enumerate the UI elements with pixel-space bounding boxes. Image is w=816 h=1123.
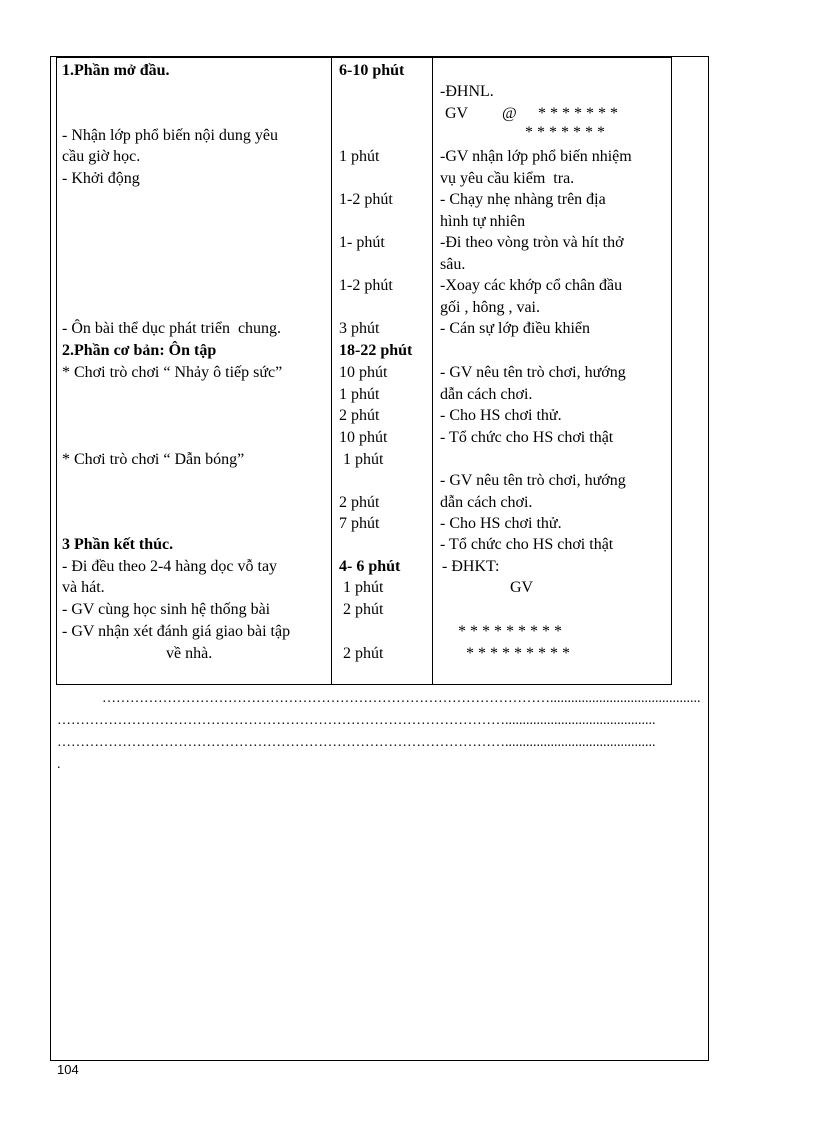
formation-stars: * * * * * * * (538, 105, 618, 122)
section-heading-ending: 3 Phần kết thúc. (62, 536, 174, 553)
time-value: 7 phút (339, 515, 380, 532)
method-line: hình tự nhiên (440, 213, 526, 230)
note-line-end: . (57, 757, 61, 772)
time-value: 4- 6 phút (339, 558, 401, 575)
method-line: -Xoay các khớp cổ chân đầu (440, 277, 623, 294)
time-value: 1-2 phút (339, 191, 393, 208)
method-line: - Tổ chức cho HS chơi thật (440, 536, 614, 553)
method-line: GV (445, 105, 469, 122)
time-value: 1 phút (343, 579, 384, 596)
method-line: - Tổ chức cho HS chơi thật (440, 429, 614, 446)
time-value: 6-10 phút (339, 62, 405, 79)
time-value: 2 phút (339, 494, 380, 511)
content-line: - Nhận lớp phổ biến nội dung yêu (62, 127, 278, 144)
time-value: 1 phút (339, 386, 380, 403)
method-line: - Cho HS chơi thử. (440, 515, 562, 532)
method-line: -ĐHNL. (440, 83, 494, 100)
at-symbol: @ (502, 105, 517, 122)
method-line: - Cho HS chơi thử. (440, 407, 562, 424)
method-line: - Cán sự lớp điều khiển (440, 320, 590, 337)
time-value: 2 phút (343, 601, 384, 618)
method-line: sâu. (440, 256, 466, 273)
method-line: - Chạy nhẹ nhàng trên địa (440, 191, 606, 208)
time-value: 10 phút (339, 429, 388, 446)
method-line: dẫn cách chơi. (440, 386, 533, 403)
time-value: 1-2 phút (339, 277, 393, 294)
content-line: và hát. (62, 579, 105, 596)
content-line: - Đi đều theo 2-4 hàng dọc vỗ tay (62, 558, 278, 575)
content-line: cầu giờ học. (62, 148, 141, 165)
time-value: 18-22 phút (339, 342, 413, 359)
method-line: dẫn cách chơi. (440, 494, 533, 511)
time-value: 1 phút (343, 451, 384, 468)
time-value: 2 phút (343, 645, 384, 662)
formation-stars: * * * * * * * * * (458, 623, 562, 640)
method-line: - ĐHKT: (442, 558, 500, 575)
method-line: vụ yêu cầu kiểm tra. (440, 170, 575, 187)
content-line: - Khởi động (62, 170, 140, 187)
note-line: ……………………………………………………………………………………........................................... (57, 713, 656, 728)
page-number: 104 (57, 1062, 79, 1077)
time-value: 2 phút (339, 407, 380, 424)
time-value: 10 phút (339, 364, 388, 381)
formation-stars: * * * * * * * (525, 124, 605, 141)
section-heading-main: 2.Phần cơ bản: Ôn tập (62, 342, 217, 359)
column-divider-1 (331, 57, 332, 685)
section-heading-intro: 1.Phần mở đầu. (62, 62, 170, 79)
method-line: - GV nêu tên trò chơi, hướng (440, 364, 626, 381)
note-line: ……………………………………………………………………………………........................................... (102, 691, 701, 706)
time-value: 1 phút (339, 148, 380, 165)
content-line: * Chơi trò chơi “ Nhảy ô tiếp sức” (62, 364, 283, 381)
method-line: -Đi theo vòng tròn và hít thở (440, 234, 624, 251)
content-line: * Chơi trò chơi “ Dẫn bóng” (62, 451, 245, 468)
content-line: về nhà. (166, 645, 213, 662)
column-divider-2 (432, 57, 433, 685)
method-line: - GV nêu tên trò chơi, hướng (440, 472, 626, 489)
method-line: -GV nhận lớp phổ biến nhiệm (440, 148, 632, 165)
content-line: - GV nhận xét đánh giá giao bài tập (62, 623, 291, 640)
formation-stars: * * * * * * * * * (466, 645, 570, 662)
time-value: 1- phút (339, 234, 385, 251)
method-line: gối , hông , vai. (440, 299, 540, 316)
time-value: 3 phút (339, 320, 380, 337)
content-line: - GV cùng học sinh hệ thống bài (62, 601, 271, 618)
note-line: ……………………………………………………………………………………........................................... (57, 735, 656, 750)
content-line: - Ôn bài thể dục phát triển chung. (62, 320, 282, 337)
method-line: GV (510, 579, 534, 596)
